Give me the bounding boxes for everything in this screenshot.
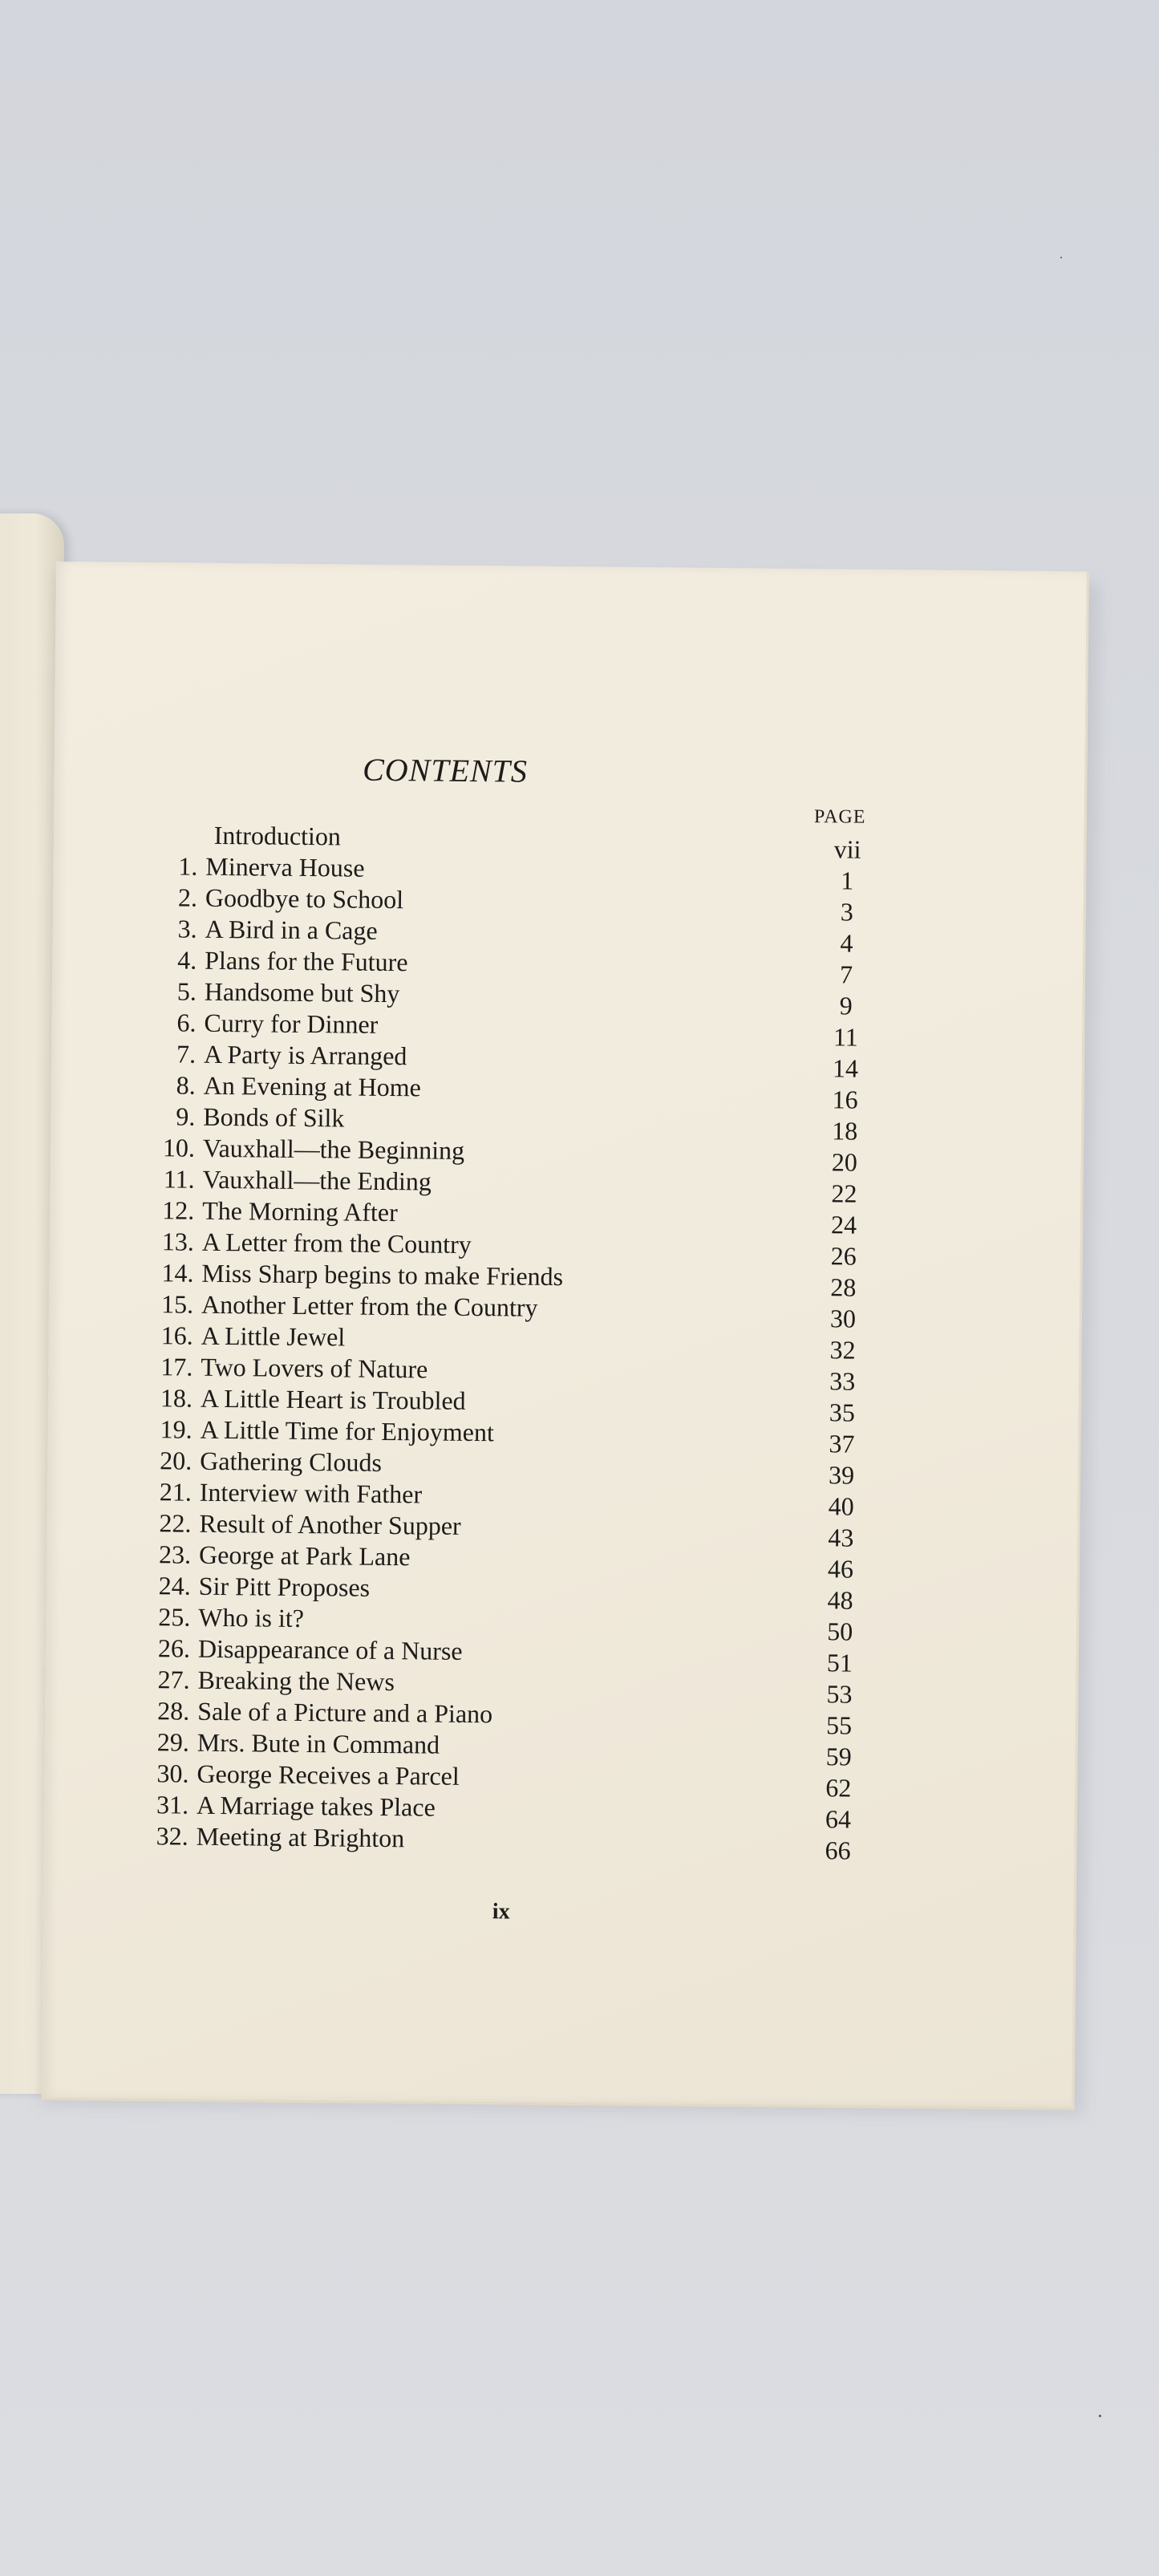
page-number: 30 [829, 1304, 857, 1333]
chapter-number: 26. [157, 1633, 191, 1663]
chapter-title: Handsome but Shy [204, 976, 400, 1008]
chapter-number: 20. [160, 1446, 192, 1475]
chapter-number: 4. [177, 945, 197, 975]
chapter-title: Introduction [213, 820, 342, 851]
page-number: 4 [840, 928, 853, 958]
page-number: 62 [825, 1773, 852, 1803]
dust-speck [1099, 2415, 1101, 2417]
chapter-number: 22. [159, 1508, 192, 1538]
page-number: 20 [831, 1147, 858, 1177]
chapter-title: Goodbye to School [205, 882, 404, 915]
page-number: 53 [826, 1679, 853, 1709]
chapter-title: A Bird in a Cage [205, 914, 378, 945]
chapter-title: Miss Sharp begins to make Friends [201, 1258, 564, 1292]
chapter-number: 13. [161, 1227, 195, 1256]
chapter-number: 11. [163, 1164, 195, 1194]
chapter-title: Disappearance of a Nurse [197, 1633, 463, 1665]
book-page [42, 562, 1089, 2110]
page-number: 24 [830, 1210, 857, 1239]
contents-title: CONTENTS [362, 751, 529, 789]
chapter-title: A Little Time for Enjoyment [200, 1414, 494, 1447]
chapter-number: 8. [176, 1070, 196, 1100]
page-number: 46 [827, 1554, 854, 1584]
page-content [42, 562, 1087, 2107]
page-number: 35 [829, 1398, 856, 1427]
chapter-number: 18. [160, 1383, 193, 1413]
page-number: 18 [832, 1116, 858, 1146]
page-number: 39 [828, 1460, 855, 1490]
chapter-number: 1. [178, 851, 198, 881]
chapter-title: A Little Jewel [201, 1320, 346, 1352]
page-number: 32 [829, 1335, 856, 1365]
chapter-number: 23. [158, 1540, 192, 1569]
chapter-title: A Party is Arranged [203, 1039, 407, 1071]
chapter-title: Meeting at Brighton [196, 1821, 405, 1853]
page-number: vii [833, 834, 861, 864]
page-number: 7 [839, 959, 853, 989]
chapter-title: Plans for the Future [205, 945, 408, 977]
chapter-title: Breaking the News [197, 1665, 395, 1697]
chapter-title: The Morning After [202, 1195, 398, 1227]
page-number: 50 [827, 1617, 853, 1646]
chapter-number: 16. [160, 1320, 193, 1350]
chapter-number: 17. [160, 1352, 193, 1381]
dust-speck [1060, 257, 1062, 258]
chapter-number: 24. [158, 1571, 191, 1600]
chapter-number: 29. [156, 1727, 190, 1757]
chapter-title: Vauxhall—the Ending [202, 1164, 432, 1196]
chapter-title: A Little Heart is Troubled [200, 1383, 466, 1415]
page-number: 33 [829, 1366, 856, 1396]
chapter-title: Interview with Father [199, 1477, 423, 1509]
page-number: 66 [825, 1836, 851, 1865]
page-number: 11 [833, 1022, 858, 1052]
page-number: 3 [840, 897, 854, 927]
chapter-title: A Letter from the Country [201, 1227, 472, 1260]
chapter-number: 25. [158, 1602, 191, 1632]
page-number: 51 [826, 1648, 853, 1677]
page-number: 55 [825, 1710, 853, 1740]
page-number: 28 [830, 1272, 857, 1302]
chapter-title: Minerva House [205, 851, 365, 882]
chapter-title: Bonds of Silk [203, 1101, 345, 1133]
chapter-title: Vauxhall—the Beginning [202, 1133, 465, 1165]
chapter-title: Two Lovers of Nature [201, 1352, 428, 1384]
chapter-number: 14. [161, 1258, 194, 1288]
chapter-title: Another Letter from the Country [201, 1289, 538, 1322]
page-number: 1 [841, 866, 854, 895]
page-folio: ix [492, 1899, 510, 1925]
chapter-title: Who is it? [198, 1602, 305, 1633]
chapter-title: Curry for Dinner [204, 1008, 379, 1039]
chapter-number: 6. [176, 1008, 197, 1037]
toc-entry [116, 1820, 870, 1865]
chapter-number: 30. [156, 1759, 189, 1788]
page-column-heading: PAGE [813, 806, 866, 828]
chapter-number: 15. [160, 1289, 194, 1319]
page-number: 14 [832, 1053, 859, 1083]
chapter-title: Sir Pitt Proposes [198, 1571, 371, 1602]
chapter-title: A Marriage takes Place [196, 1790, 436, 1822]
chapter-number: 5. [176, 976, 197, 1006]
page-number: 16 [832, 1085, 858, 1114]
chapter-title: Sale of a Picture and a Piano [197, 1696, 493, 1729]
page-number: 40 [828, 1491, 854, 1521]
chapter-number: 27. [157, 1665, 190, 1694]
page-number: 43 [828, 1523, 854, 1552]
chapter-number: 9. [176, 1101, 196, 1131]
chapter-number: 19. [160, 1414, 192, 1444]
chapter-title: Mrs. Bute in Command [197, 1727, 440, 1759]
page-number: 9 [839, 991, 853, 1020]
chapter-number: 32. [156, 1821, 188, 1851]
page-number: 37 [829, 1429, 855, 1458]
page-number: 48 [827, 1585, 853, 1615]
chapter-number: 7. [176, 1039, 197, 1069]
chapter-number: 2. [177, 882, 198, 912]
chapter-number: 10. [162, 1133, 196, 1162]
chapter-title: An Evening at Home [203, 1070, 421, 1102]
page-number: 59 [825, 1742, 852, 1771]
chapter-number: 21. [159, 1477, 192, 1507]
chapter-number: 3. [177, 914, 197, 943]
chapter-title: Result of Another Supper [199, 1508, 461, 1540]
chapter-number: 28. [157, 1696, 190, 1726]
chapter-title: George at Park Lane [198, 1540, 411, 1572]
chapter-title: George Receives a Parcel [197, 1759, 460, 1791]
chapter-number: 31. [156, 1790, 189, 1819]
chapter-title: Gathering Clouds [200, 1446, 383, 1477]
chapter-number: 12. [162, 1195, 195, 1225]
page-number: 22 [831, 1178, 857, 1208]
page-number: 64 [825, 1804, 852, 1834]
table-of-contents [116, 819, 880, 1865]
page-number: 26 [830, 1241, 857, 1271]
